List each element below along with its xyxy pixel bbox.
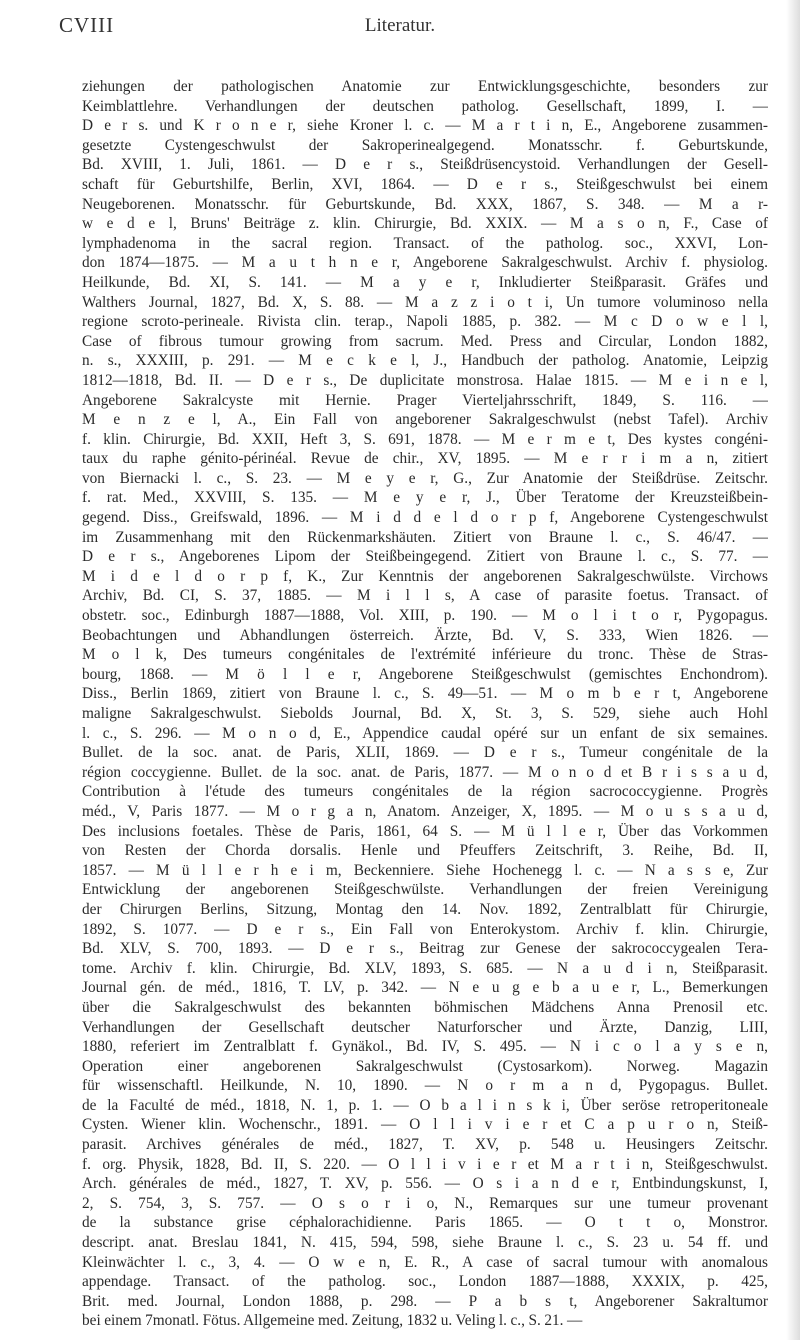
text-line: Operation einer angeborenen Sakralgeschwulst (Cystosarkom). Norweg. Magazin (82, 1057, 768, 1075)
text-line: Archiv, Bd. CI, S. 37, 1885. — M i l l s, A case of parasite foetus. Transact. of (82, 587, 768, 605)
page-header (0, 0, 800, 60)
text-line: Keimblattlehre. Verhandlungen der deutschen patholog. Gesellschaft, 1899, I. — (82, 97, 768, 115)
text-line: ziehungen der pathologischen Anatomie zur Entwicklungsgeschichte, besonders zur (82, 78, 768, 95)
text-line: D e r s., Angeborenes Lipom der Steißbeingegend. Zitiert von Braune l. c., S. 77. — (82, 548, 768, 566)
text-line: M o l k, Des tumeurs congénitales de l'extrémité inférieure du tronc. Thèse de Stras- (82, 646, 768, 664)
text-line: appendage. Transact. of the patholog. soc., London 1887—1888, XXXIX, p. 425, (82, 1273, 768, 1291)
text-line: gegend. Diss., Greifswald, 1896. — M i d d e l d o r p f, Angeborene Cystengeschwulst (82, 509, 768, 527)
text-line: lymphadenoma in the sacral region. Transact. of the patholog. soc., XXVI, Lon- (82, 234, 768, 252)
text-line: Contribution à l'étude des tumeurs congénitales de la région sacrococcygienne. Progrès (82, 783, 768, 801)
text-line: Heilkunde, Bd. XI, S. 141. — M a y e r, Inkludierter Steißparasit. Gräfes und (82, 273, 768, 291)
text-line: 1857. — M ü l l e r h e i m, Beckenniere. Siehe Hochenegg l. c. — N a s s e, Zur (82, 861, 768, 879)
text-line: Bd. XVIII, 1. Juli, 1861. — D e r s., Steißdrüsencystoid. Verhandlungen der Gesell- (82, 156, 768, 174)
text-line: n. s., XXXIII, p. 291. — M e c k e l, J., Handbuch der patholog. Anatomie, Leipzig (82, 352, 768, 370)
text-line: über die Sakralgeschwulst des bekannten böhmischen Mädchens Anna Prenosil etc. (82, 998, 768, 1016)
text-line: descript. anat. Breslau 1841, N. 415, 594, 598, siehe Braune l. c., S. 23 u. 54 ff. und (82, 1234, 768, 1252)
text-line: Cysten. Wiener klin. Wochenschr., 1891. — O l l i v i e r et C a p u r o n, Steiß- (82, 1116, 768, 1134)
text-line: 1892, S. 1077. — D e r s., Ein Fall von Enterokystom. Archiv f. klin. Chirurgie, (82, 920, 768, 938)
text-line: méd., V, Paris 1877. — M o r g a n, Anatom. Anzeiger, X, 1895. — M o u s s a u d, (82, 802, 768, 820)
text-line: Bd. XLV, S. 700, 1893. — D e r s., Beitrag zur Genese der sakrococcygealen Tera- (82, 940, 768, 958)
text-line: Des inclusions foetales. Thèse de Paris, 1861, 64 S. — M ü l l e r, Über das Vorkommen (82, 822, 768, 840)
text-line: gesetzte Cystengeschwulst der Sakroperinealgegend. Monatsschr. f. Geburtskunde, (82, 136, 768, 154)
bibliography-text (82, 77, 768, 1331)
text-line: de la Faculté de méd., 1818, N. 1, p. 1. — O b a l i n s k i, Über seröse retroperitoneale (82, 1096, 768, 1114)
text-line: M i d e l d o r p f, K., Zur Kenntnis der angeborenen Sakralgeschwülste. Virchows (82, 567, 768, 585)
text-line: Verhandlungen der Gesellschaft deutscher Naturforscher und Ärzte, Danzig, LIII, (82, 1018, 768, 1036)
text-line: région coccygienne. Bullet. de la soc. anat. de Paris, 1877. — M o n o d et B r i s s a u d, (82, 763, 768, 781)
text-line: Walthers Journal, 1827, Bd. X, S. 88. — M a z z i o t i, Un tumore voluminoso nella (82, 293, 768, 311)
text-line: Diss., Berlin 1869, zitiert von Braune l. c., S. 49—51. — M o m b e r t, Angeborene (82, 685, 768, 703)
text-line: Brit. med. Journal, London 1888, p. 298. — P a b s t, Angeborener Sakraltumor (82, 1292, 768, 1310)
text-line: bei einem 7monatl. Fötus. Allgemeine med. Zeitung, 1832 u. Veling l. c., S. 21. — (82, 1312, 583, 1330)
text-line: von Biernacki l. c., S. 23. — M e y e r, G., Zur Anatomie der Steißdrüse. Zeitschr. (82, 469, 768, 487)
text-line: Neugeborenen. Monatsschr. für Geburtskunde, Bd. XXX, 1867, S. 348. — M a r- (82, 195, 768, 213)
text-line: M e n z e l, A., Ein Fall von angeborener Sakralgeschwulst (nebst Tafel). Archiv (82, 411, 768, 429)
text-line: maligne Sakralgeschwulst. Siebolds Journal, Bd. X, St. 3, S. 529, siehe auch Hohl (82, 705, 768, 722)
text-line: Case of fibrous tumour growing from sacrum. Med. Press and Circular, London 1882, (82, 332, 768, 350)
text-line: im Zusammenhang mit den Rückenmarkshäuten. Zitiert von Braune l. c., S. 46/47. — (82, 528, 768, 546)
text-line: Entwicklung der angeborenen Steißgeschwülste. Verhandlungen der freien Vereinigung (82, 881, 768, 899)
text-line: regione scroto-perineale. Rivista clin. terap., Napoli 1885, p. 382. — M c D o w e l l, (82, 313, 768, 331)
text-line: obstetr. soc., Edinburgh 1887—1888, Vol. XIII, p. 190. — M o l i t o r, Pygopagus. (82, 607, 768, 625)
text-line: für wissenschaftl. Heilkunde, N. 10, 1890. — N o r m a n d, Pygopagus. Bullet. (82, 1077, 768, 1095)
text-line: Journal gén. de méd., 1816, T. LV, p. 342. — N e u g e b a u e r, L., Bemerkungen (82, 979, 768, 997)
running-title: Literatur. (364, 15, 436, 36)
text-line: Beobachtungen und Abhandlungen österreich. Ärzte, Bd. V, S. 333, Wien 1826. — (82, 626, 768, 644)
text-line: Kleinwächter l. c., 3, 4. — O w e n, E. R., A case of sacral tumour with anomalous (82, 1253, 768, 1271)
text-line: der Chirurgen Berlins, Sitzung, Montag den 14. Nov. 1892, Zentralblatt für Chirurgie, (82, 900, 768, 918)
page-edge-shadow (786, 0, 800, 1340)
text-line: 1812—1818, Bd. II. — D e r s., De duplicitate monstrosa. Halae 1815. — M e i n e l, (82, 371, 768, 389)
text-line: taux du raphe génito-périnéal. Revue de chir., XV, 1895. — M e r r i m a n, zitiert (82, 450, 768, 468)
text-line: de la substance grise céphalorachidienne. Paris 1865. — O t t o, Monstror. (82, 1214, 768, 1232)
text-line: Bullet. de la soc. anat. de Paris, XLII, 1869. — D e r s., Tumeur congénitale de la (82, 744, 768, 762)
text-line: f. org. Physik, 1828, Bd. II, S. 220. — O l l i v i e r et M a r t i n, Steißgeschwulst. (82, 1155, 768, 1173)
text-line: w e d e l, Bruns' Beiträge z. klin. Chirurgie, Bd. XXIX. — M a s o n, F., Case of (82, 215, 768, 233)
text-line: 2, S. 754, 3, S. 757. — O s o r i o, N., Remarques sur une tumeur provenant (82, 1194, 768, 1212)
text-line: l. c., S. 296. — M o n o d, E., Appendice caudal opéré sur un enfant de six semaines. (82, 724, 768, 742)
text-line: tome. Archiv f. klin. Chirurgie, Bd. XLV, 1893, S. 685. — N a u d i n, Steißparasit. (82, 959, 768, 977)
text-line: schaft für Geburtshilfe, Berlin, XVI, 1864. — D e r s., Steißgeschwulst bei einem (82, 175, 768, 193)
text-line: 1880, referiert im Zentralblatt f. Gynäkol., Bd. IV, S. 495. — N i c o l a y s e n, (82, 1038, 768, 1056)
text-line: Angeborene Sakralcyste mit Hernie. Prager Vierteljahrsschrift, 1849, S. 116. — (82, 391, 768, 409)
text-line: don 1874—1875. — M a u t h n e r, Angeborene Sakralgeschwulst. Archiv f. physiolog. (82, 254, 768, 272)
text-line: D e r s. und K r o n e r, siehe Kroner l. c. — M a r t i n, E., Angeborene zusammen- (82, 117, 768, 135)
page-number: CVIII (59, 13, 115, 37)
text-line: f. rat. Med., XXVIII, S. 135. — M e y e r, J., Über Teratome der Kreuzsteißbein- (82, 489, 768, 507)
text-line: Arch. générales de méd., 1827, T. XV, p. 556. — O s i a n d e r, Entbindungskunst, I, (82, 1175, 768, 1193)
text-line: parasit. Archives générales de méd., 1827, T. XV, p. 548 u. Heusingers Zeitschr. (82, 1136, 768, 1154)
text-line: f. klin. Chirurgie, Bd. XXII, Heft 3, S. 691, 1878. — M e r m e t, Des kystes congéni- (82, 430, 768, 448)
text-line: bourg, 1868. — M ö l l e r, Angeborene Steißgeschwulst (gemischtes Enchondrom). (82, 665, 768, 683)
text-line: von Resten der Chorda dorsalis. Henle und Pfeuffers Zeitschrift, 3. Reihe, Bd. II, (82, 842, 768, 860)
